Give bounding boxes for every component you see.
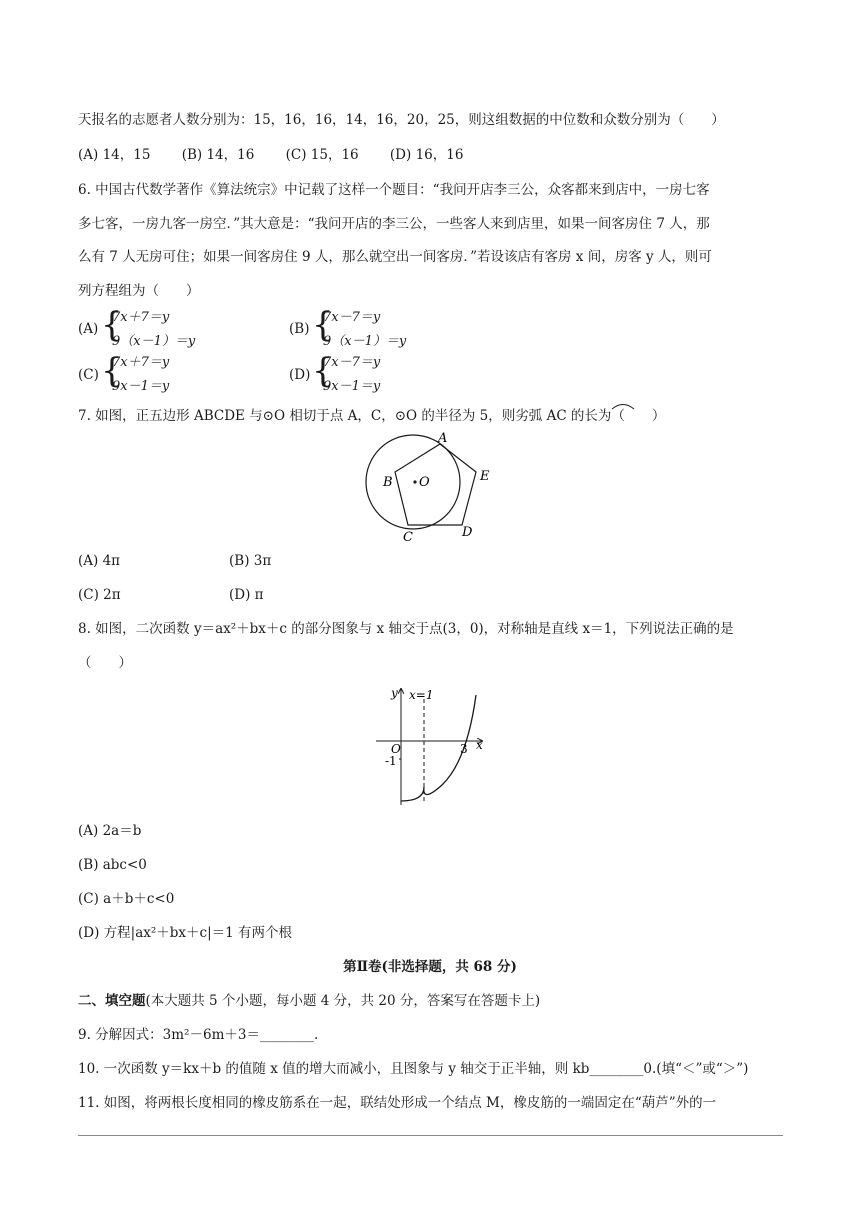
q8-line-1: 8. 如图，二次函数 y＝ax²＋bx＋c 的部分图象与 x 轴交于点(3，0)，对称轴是直线 x＝1，下列说法正确的是 [78,621,734,637]
brace-icon: { [312,305,334,345]
q7-stem: 7. 如图，正五边形 ABCDE 与⊙O 相切于点 A，C，⊙O 的半径为 5，则劣弧 AC 的长为（ ） [78,408,666,424]
q6-option-a-label: (A) [78,321,99,337]
q6-option-c-eq2: 9x－1＝y [112,379,170,394]
q7-option-c: (C) 2π [78,587,121,603]
brace-icon: { [101,351,123,391]
q6-line-4: 列方程组为（ ） [78,283,200,299]
q7-figure [360,430,500,546]
q5-options: (A) 14，15 (B) 14，16 (C) 15，16 (D) 16，16 [78,147,464,163]
q7-option-b: (B) 3π [229,553,272,569]
label-d: D [462,525,473,540]
q6-line-2: 多七客，一房九客一房空．”其大意是：“我问开店的李三公，一些客人来到店里，如果一间客房住 7 人，那 [78,216,710,232]
arc-accent-icon [610,402,636,410]
q6-option-b-eq1: 7x－7＝y [323,310,381,325]
q6-option-d-eq2: 9x－1＝y [323,379,381,394]
brace-icon: { [101,305,123,345]
label-three: 3 [460,742,468,756]
q6-option-c-eq1: 7x＋7＝y [112,355,170,370]
q9-text: 9. 分解因式：3m²－6m＋3＝________. [78,1027,319,1043]
q8-option-c: (C) a＋b＋c<0 [78,891,175,907]
q6-line-3: 么有 7 人无房可住；如果一间客房住 9 人，那么就空出一间客房．”若设该店有客房 x 间，房客 y 人，则可 [78,249,712,265]
q6-option-b-label: (B) [289,321,310,337]
section-2-title: 二、填空题 [78,993,146,1009]
q6-option-a-eq1: 7x＋7＝y [112,310,170,325]
label-e: E [480,469,490,484]
q6-option-c-label: (C) [78,367,99,383]
label-a: A [438,431,448,446]
q6-option-d-label: (D) [289,367,311,383]
q6-option-a-eq2: 9（x－1）＝y [112,334,196,349]
q8-option-d: (D) 方程|ax²＋bx＋c|＝1 有两个根 [78,925,293,941]
q6-line-1: 6. 中国古代数学著作《算法统宗》中记载了这样一个题目：“我问开店李三公，众客都来到店中，一房七客 [78,182,710,198]
q6-option-d-eq1: 7x－7＝y [323,355,381,370]
q5-stem: 天报名的志愿者人数分别为：15，16，16，14，16，20，25，则这组数据的中位数和众数分别为（ ） [78,112,725,128]
label-y: y [391,686,398,700]
q7-option-a: (A) 4π [78,553,121,569]
q8-option-a: (A) 2a＝b [78,823,142,839]
section-2-heading [78,992,540,1010]
q6-option-b-eq2: 9（x－1）＝y [323,334,407,349]
q8-figure [372,683,492,808]
q7-option-d: (D) π [229,587,264,603]
q8-option-b: (B) abc<0 [78,857,147,873]
part-2-title: 第Ⅱ卷(非选择题，共 68 分) [343,959,517,975]
brace-icon: { [312,351,334,391]
label-origin: O [391,742,401,756]
label-minus-one: -1 [385,754,397,768]
pentagon-abcde [395,444,476,525]
q10-text: 10. 一次函数 y＝kx＋b 的值随 x 值的增大而减小，且图象与 y 轴交于正半轴，则 kb________0.(填“＜”或“＞”) [78,1061,749,1077]
label-b: B [383,475,393,490]
label-o: O [419,475,430,490]
q8-line-2: （ ） [78,655,132,671]
q11-text: 11. 如图，将两根长度相同的橡皮筋系在一起，联结处形成一个结点 M，橡皮筋的一端固定在“葫芦”外的一 [78,1095,717,1111]
section-2-note: (本大题共 5 个小题，每小题 4 分，共 20 分，答案写在答题卡上) [145,993,541,1009]
center-point [413,480,416,483]
label-symmetry: x=1 [409,688,434,702]
label-x: x [476,738,483,752]
label-c: C [403,530,413,545]
footer-divider [78,1135,783,1136]
